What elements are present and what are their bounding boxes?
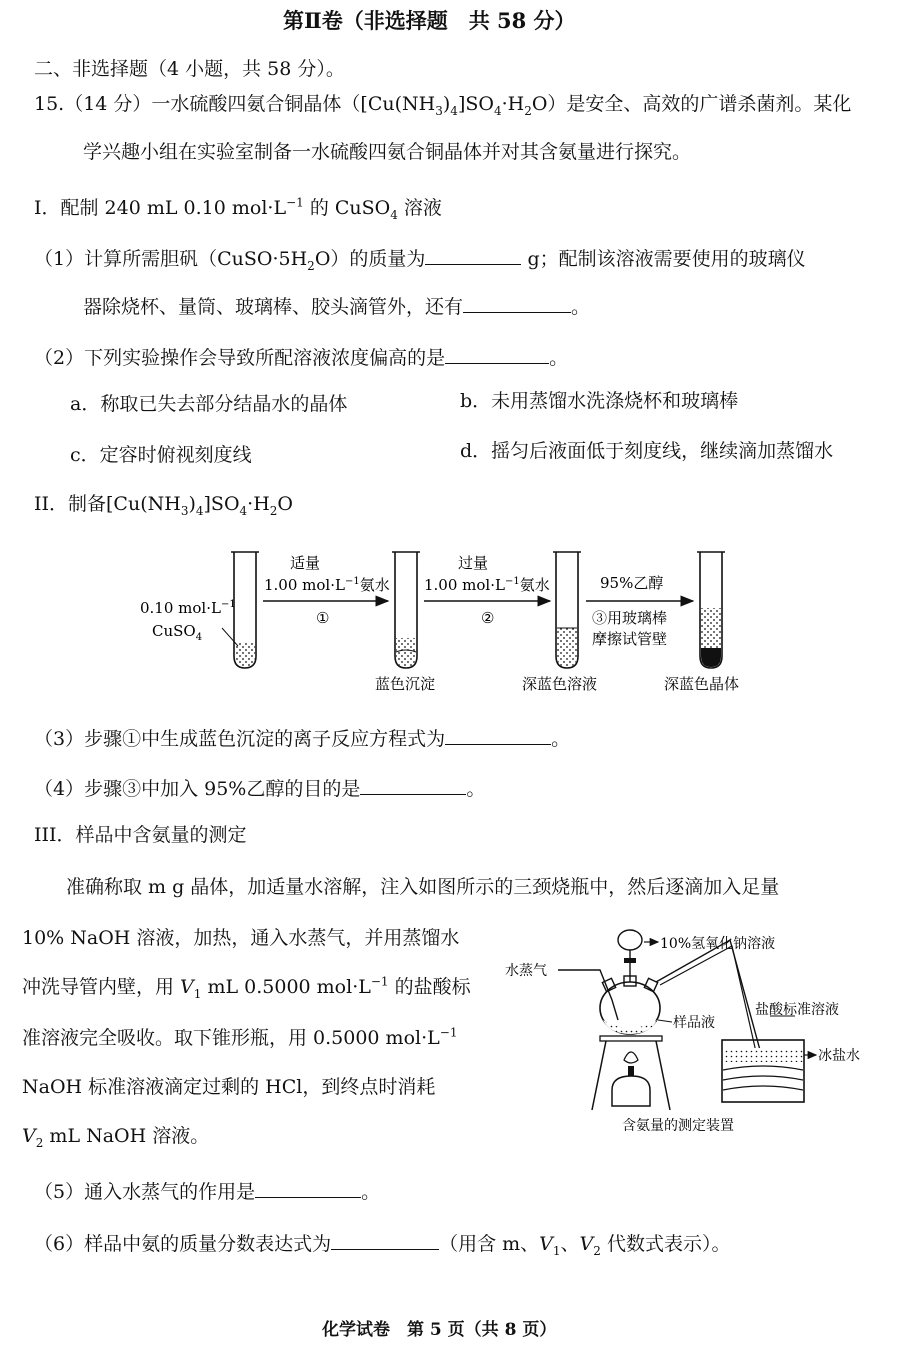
step2-number: ② <box>481 609 495 627</box>
step3-top-label: 95%乙醇 <box>600 574 664 592</box>
part2-heading: II．制备$[Cu(NH_3)_4]SO_4\cdot H_2O$ <box>34 493 293 518</box>
ice-bath-beaker <box>722 1040 804 1102</box>
steam-tube <box>558 970 618 1020</box>
q15-intro-line2: 学兴趣小组在实验室制备一水硫酸四氨合铜晶体并对其含氨量进行探究。 <box>83 141 692 163</box>
part3-para-line3: 冲洗导管内壁，用 $V_1$ mL 0.5000 $mol\cdot L^{-1}$ 的盐酸标 <box>22 974 471 1001</box>
step1-number: ① <box>316 609 330 627</box>
naoh-label: 10%氢氧化钠溶液 <box>660 936 776 952</box>
section-heading: 二、非选择题（4 小题，共 58 分）。 <box>34 58 345 80</box>
q2-option-d: d．摇匀后液面低于刻度线，继续滴加蒸馏水 <box>460 440 834 462</box>
q1-mass-blank[interactable] <box>425 246 521 265</box>
step2-top-label: 过量 <box>458 554 489 572</box>
steam-label: 水蒸气 <box>505 963 547 979</box>
part3-para-line2: 10% NaOH 溶液，加热，通入水蒸气，并用蒸馏水 <box>22 927 460 949</box>
q2-option-b: b．未用蒸馏水洗涤烧杯和玻璃棒 <box>460 390 739 412</box>
part3-heading: III．样品中含氨量的测定 <box>34 824 247 846</box>
page-title: 第Ⅱ卷（非选择题 共 58 分） <box>283 8 576 33</box>
apparatus-caption: 含氨量的测定装置 <box>622 1118 734 1134</box>
part3-para-line4: 准溶液完全吸收。取下锥形瓶，用 0.5000 $mol\cdot L^{-1}$ <box>22 1025 458 1049</box>
test-tube-cuso4 <box>222 552 259 668</box>
test-tube-crystals <box>697 552 725 668</box>
q1-glassware-blank[interactable] <box>463 294 571 313</box>
q2-blank[interactable] <box>445 345 549 364</box>
step3-line2: 摩擦试管壁 <box>592 630 668 648</box>
product2-label: 深蓝色溶液 <box>522 675 598 693</box>
product1-label: 蓝色沉淀 <box>375 675 436 693</box>
preparation-flow-diagram <box>130 540 770 700</box>
step3-line1: ③用玻璃棒 <box>592 609 668 627</box>
start-name-label: CuSO$_4$ <box>152 622 203 643</box>
page-footer: 化学试卷 第 5 页（共 8 页） <box>322 1320 557 1340</box>
q6-blank[interactable] <box>331 1231 439 1250</box>
hcl-label: 盐酸标准溶液 <box>755 1002 839 1018</box>
part3-para-line6: $V_2$ mL NaOH 溶液。 <box>22 1125 210 1150</box>
q5-question: （5）通入水蒸气的作用是 。 <box>34 1181 381 1203</box>
alcohol-lamp <box>612 1052 650 1106</box>
q15-intro-line1: 15.（14 分）一水硫酸四氨合铜晶体$([Cu(NH_3)_4]SO_4\cdot H_2O)$是安全、高效的广谱杀菌剂。某化 <box>34 93 852 118</box>
part3-para-line5: NaOH 标准溶液滴定过剩的 HCl，到终点时消耗 <box>22 1076 436 1098</box>
start-conc-label: 0.10 $mol\cdot L^{-1}$ <box>140 599 236 617</box>
q4-blank[interactable] <box>360 776 466 795</box>
step2-reagent-label: 1.00 $mol\cdot L^{-1}$氨水 <box>424 576 550 594</box>
ammonia-apparatus-diagram <box>500 920 890 1140</box>
part1-heading: I．配制 240 mL 0.10 $mol\cdot L^{-1}$ 的 CuSO$_4$ 溶液 <box>34 195 442 222</box>
outlet-tube <box>656 940 760 1050</box>
product3-label: 深蓝色晶体 <box>664 675 740 693</box>
part3-para-line1: 准确称取 m g 晶体，加适量水溶解，注入如图所示的三颈烧瓶中，然后逐滴加入足量 <box>66 876 780 898</box>
q2-question: （2）下列实验操作会导致所配溶液浓度偏高的是 。 <box>34 347 569 369</box>
ice-label: 冰盐水 <box>818 1048 860 1064</box>
q1-line2: 器除烧杯、量筒、玻璃棒、胶头滴管外，还有 。 <box>83 296 591 318</box>
q3-blank[interactable] <box>445 726 551 745</box>
q4-question: （4）步骤③中加入 95%乙醇的目的是 。 <box>34 778 486 800</box>
q1-line1: （1）计算所需胆矾$(CuSO\cdot 5H_2O)$的质量为 g；配制该溶液需要使用的玻璃仪 <box>34 248 806 273</box>
test-tube-precipitate <box>392 552 420 668</box>
q6-question: （6）样品中氨的质量分数表达式为 （用含 m、$V_1$、$V_2$ 代数式表示）。 <box>34 1233 731 1258</box>
step1-top-label: 适量 <box>290 554 321 572</box>
sample-label: 样品液 <box>673 1015 715 1031</box>
step1-reagent-label: 1.00 $mol\cdot L^{-1}$氨水 <box>264 576 390 594</box>
q3-question: （3）步骤①中生成蓝色沉淀的离子反应方程式为 。 <box>34 728 571 750</box>
three-neck-flask <box>600 976 660 1034</box>
q5-blank[interactable] <box>255 1179 361 1198</box>
dropping-funnel <box>618 930 642 982</box>
q2-option-c: c．定容时俯视刻度线 <box>70 444 252 466</box>
q2-option-a: a．称取已失去部分结晶水的晶体 <box>70 393 348 415</box>
test-tube-deep-blue-solution <box>553 552 581 668</box>
